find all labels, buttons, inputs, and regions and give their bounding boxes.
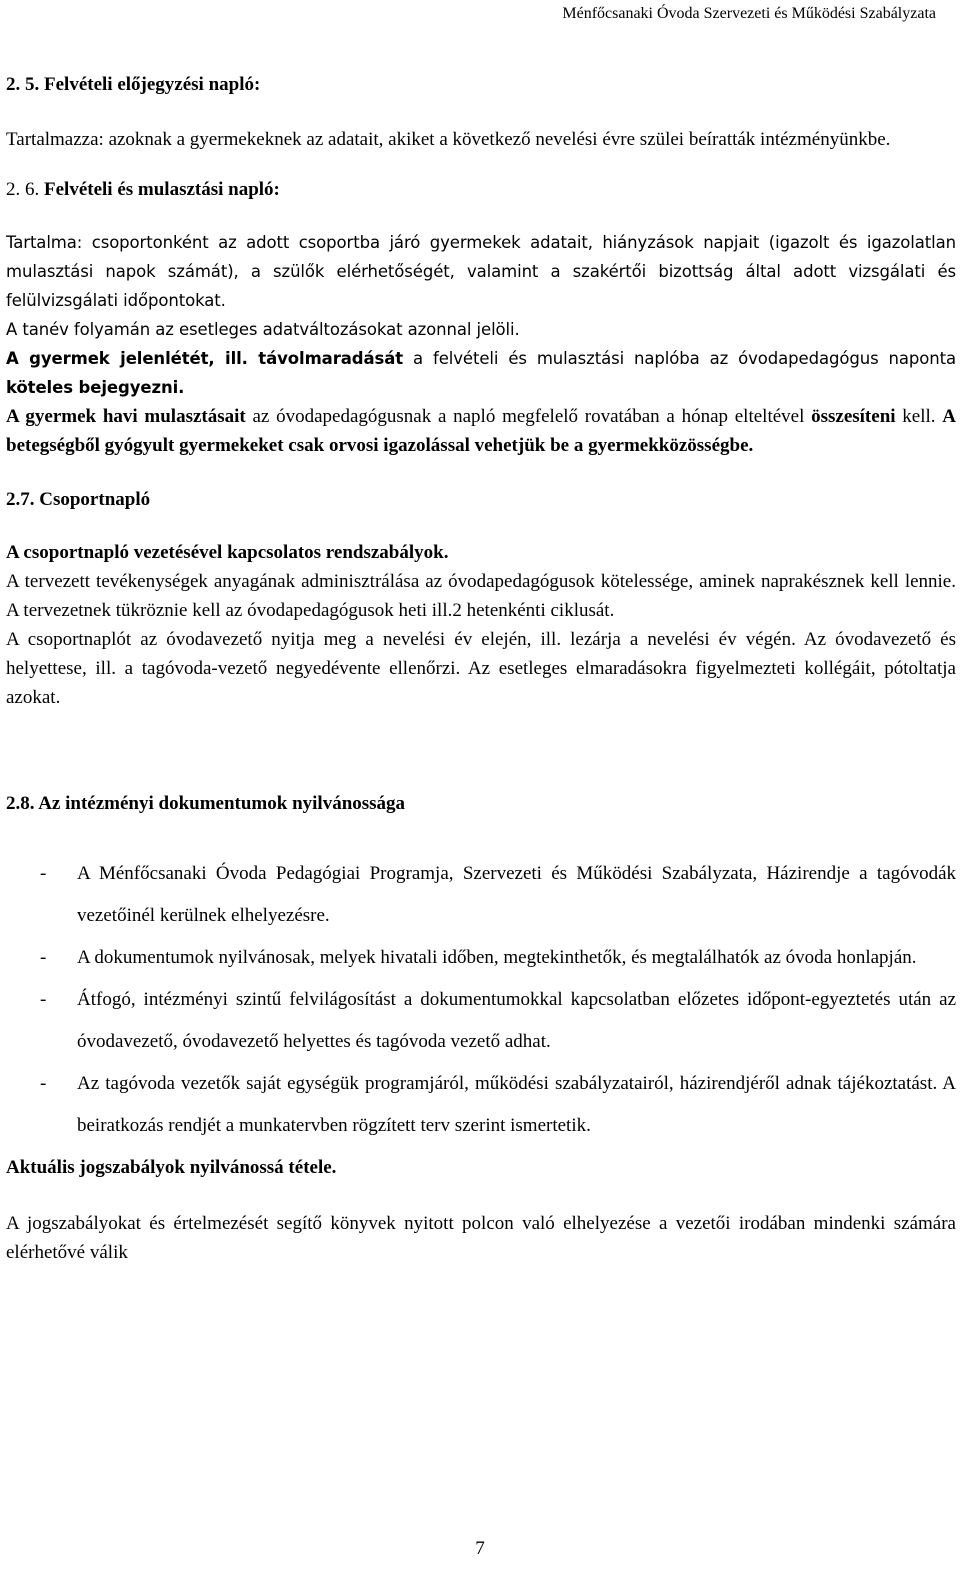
page-content [6,70,956,1267]
section-27-heading: 2.7. Csoportnapló [6,489,151,510]
list-item: - Átfogó, intézményi szintű felvilágosítást a dokumentumokkal kapcsolatban előzetes időpont-egyeztetés után az óvodavezető, óvodavezető helyettes és tagóvoda vezető adhat. [6,979,956,1063]
list-item: - A dokumentumok nyilvánosak, melyek hivatali időben, megtekinthetők, és megtalálhatók az óvoda honlapján. [6,937,956,979]
section-26-heading: 2. 6. Felvételi és mulasztási napló: [6,179,280,200]
section-27-subheading: A csoportnapló vezetésével kapcsolatos rendszabályok. [6,542,449,563]
section-26-paragraph-3: A gyermek jelenlétét, ill. távolmaradását a felvételi és mulasztási naplóba az óvodapedagógus naponta köteles bejegyezni. [6,349,956,397]
section-26-paragraph-2: A tanév folyamán az esetleges adatváltozásokat azonnal jelöli. [6,320,520,339]
page-number: 7 [475,1538,485,1559]
section-26-paragraph-1: Tartalma: csoportonként az adott csoportba járó gyermekek adatait, hiányzások napjait (igazolt és igazolatlan mulasztási napok számát), a szülők elérhetőségét, valamint a szakértői bizottság által adott vizsgálati és felülvizsgálati időpontokat. [6,233,956,310]
legal-heading: Aktuális jogszabályok nyilvánossá tétele. [6,1157,337,1178]
section-26-body [6,228,956,402]
list-dash: - [40,1073,47,1094]
page-header: Ménfőcsanaki Óvoda Szervezeti és Működési Szabályzata [562,5,936,22]
section-26-paragraph-4: A gyermek havi mulasztásait az óvodapedagógusnak a napló megfelelő rovatában a hónap elteltével összesíteni kell. A betegségből gyógyult gyermekeket csak orvosi igazolással vehetjük be a gyermekközösségbe. [6,406,956,456]
list-item: - A Ménfőcsanaki Óvoda Pedagógiai Programja, Szervezeti és Működési Szabályzata, Házirendje a tagóvodák vezetőinél kerülnek elhelyezésre. [6,853,956,937]
section-27-paragraph-2: A csoportnaplót az óvodavezető nyitja meg a nevelési év elején, ill. lezárja a nevelési év végén. Az óvodavezető és helyettese, ill. a tagóvoda-vezető negyedévente ellenőrzi. Az esetleges elmaradásokra figyelmezteti kollégáit, pótoltatja azokat. [6,629,956,708]
list-item: - Az tagóvoda vezetők saját egységük programjáról, működési szabályzatairól, házirendjéről adnak tájékoztatást. A beiratkozás rendjét a munkatervben rögzített terv szerint ismertetik. [6,1063,956,1147]
list-dash: - [40,863,47,884]
document-list [6,853,956,1147]
section-27-paragraph-1: A tervezett tevékenységek anyagának adminisztrálása az óvodapedagógusok kötelessége, aminek naprakésznek kell lennie. A tervezetnek tükröznie kell az óvodapedagógusok heti ill.2 hetenkénti ciklusát. [6,571,956,621]
section-28-heading: 2.8. Az intézményi dokumentumok nyilvánossága [6,793,406,814]
list-dash: - [40,947,47,968]
section-25-body: Tartalmazza: azoknak a gyermekeknek az adatait, akiket a következő nevelési évre szülei beíratták intézményünkbe. [6,129,891,150]
legal-body: A jogszabályokat és értelmezését segítő könyvek nyitott polcon való elhelyezése a vezetői irodában mindenki számára elérhetővé válik [6,1213,956,1263]
list-dash: - [40,989,47,1010]
section-25-heading: 2. 5. Felvételi előjegyzési napló: [6,74,261,95]
